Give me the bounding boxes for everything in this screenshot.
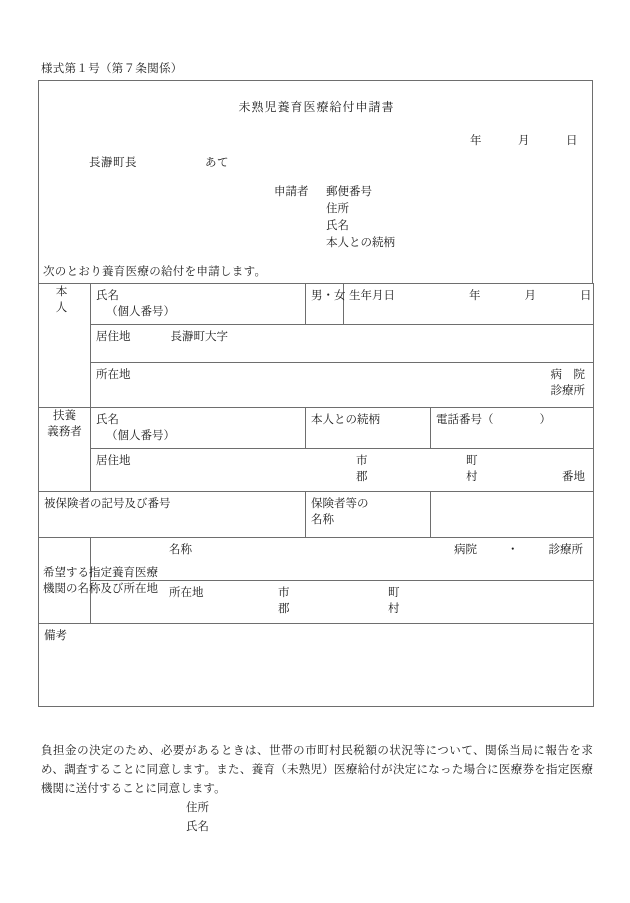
applicant-address-row xyxy=(274,201,395,218)
subject-facility-hospital: 病 院 xyxy=(550,369,585,381)
supporter-city: 市 xyxy=(356,455,368,467)
cell-supporter-residence xyxy=(91,449,594,492)
table-row xyxy=(39,624,594,707)
subject-facility-clinic: 診療所 xyxy=(550,385,585,397)
supporter-village: 村 xyxy=(466,471,478,483)
table-row xyxy=(39,581,594,624)
supporter-phone-label: 電話番号（ ） xyxy=(436,414,551,426)
application-table xyxy=(38,283,594,707)
document-title: 未熟児養育医療給付申請書 xyxy=(238,100,395,114)
supporter-relationship-label: 本人との続柄 xyxy=(311,414,380,426)
cell-institution-row-label xyxy=(39,538,158,624)
date-month-label: 月 xyxy=(518,135,530,147)
cell-institution-name xyxy=(91,538,594,581)
addressee-suffix: あて xyxy=(205,157,229,169)
subject-mynumber-label: （個人番号） xyxy=(106,306,175,318)
cell-remarks xyxy=(39,624,594,707)
applicant-relationship-row xyxy=(274,235,395,252)
institution-row-label-line1: 希望する指定養育医療 xyxy=(43,566,158,579)
subject-row-label: 本 人 xyxy=(55,286,91,314)
insurer-name-label-line2: 名称 xyxy=(311,514,334,526)
signature-address-label: 住所 xyxy=(186,802,209,814)
table-row xyxy=(39,408,594,449)
applicant-block xyxy=(274,184,395,252)
subject-birth-month: 月 xyxy=(524,290,536,302)
cell-subject-name xyxy=(91,284,306,325)
form-number: 様式第１号（第７条関係） xyxy=(41,63,183,75)
institution-location-label: 所在地 xyxy=(169,587,204,599)
supporter-row-label-line1: 扶養 xyxy=(53,410,76,422)
table-row xyxy=(39,449,594,492)
consent-paragraph: 負担金の決定のため、必要があるときは、世帯の市町村民税額の状況等について、関係当局に報告を求め、調査することに同意します。また、養育（未熟児）医療給付が決定になった場合に医療券を指定医療機関に送付することに同意します。 xyxy=(41,745,593,795)
applicant-postal-row xyxy=(274,184,395,201)
cell-institution-location xyxy=(91,581,594,624)
intro-sentence: 次のとおり養育医療の給付を申請します。 xyxy=(43,266,267,278)
supporter-name-label: 氏名 xyxy=(96,414,119,426)
cell-insurer-name-label xyxy=(306,492,431,538)
supporter-mynumber-label: （個人番号） xyxy=(106,430,175,442)
institution-type-options xyxy=(454,542,583,558)
table-row xyxy=(39,325,594,363)
insured-number-label: 被保険者の記号及び番号 xyxy=(44,498,171,510)
supporter-row-label-line2: 義務者 xyxy=(47,426,82,438)
supporter-city-county xyxy=(356,453,368,485)
institution-town-village xyxy=(388,585,400,617)
supporter-town: 町 xyxy=(466,455,478,467)
cell-supporter-phone xyxy=(431,408,594,449)
applicant-postal-label: 郵便番号 xyxy=(326,186,372,198)
institution-separator: ・ xyxy=(507,544,519,556)
table-row xyxy=(39,538,594,581)
supporter-banchi: 番地 xyxy=(562,471,585,483)
subject-location-label: 所在地 xyxy=(96,369,131,381)
insurer-name-label-line1: 保険者等の xyxy=(311,498,369,510)
applicant-label: 申請者 xyxy=(274,186,309,198)
institution-name-label: 名称 xyxy=(169,544,192,556)
institution-hospital: 病院 xyxy=(454,544,477,556)
subject-birth-day: 日 xyxy=(580,290,592,302)
cell-supporter-relationship xyxy=(306,408,431,449)
signature-name-label: 氏名 xyxy=(186,821,209,833)
cell-insured-number xyxy=(39,492,306,538)
addressee-name: 長瀞町長 xyxy=(89,157,137,169)
subject-facility-options xyxy=(551,367,586,399)
cell-supporter-name xyxy=(91,408,306,449)
institution-village: 村 xyxy=(388,603,400,615)
subject-sex-label: 男・女 xyxy=(311,290,346,302)
addressee-line xyxy=(89,154,229,170)
cell-subject-birth xyxy=(344,284,594,325)
applicant-name-row xyxy=(274,218,395,235)
institution-row-label-line2: 機関の名称及び所在地 xyxy=(43,582,158,595)
applicant-relationship-label: 本人との続柄 xyxy=(326,237,395,249)
subject-birth-year: 年 xyxy=(469,290,481,302)
subject-name-label: 氏名 xyxy=(96,290,119,302)
subject-residence-label: 居住地 xyxy=(96,331,131,343)
signature-block xyxy=(186,799,209,837)
table-row xyxy=(39,492,594,538)
date-day-label: 日 xyxy=(566,135,578,147)
cell-subject-residence xyxy=(91,325,594,363)
cell-subject-location xyxy=(91,363,594,408)
subject-birth-label: 生年月日 xyxy=(349,290,395,302)
applicant-address-label: 住所 xyxy=(326,203,349,215)
header-box xyxy=(38,80,593,266)
subject-residence-value: 長瀞町大字 xyxy=(170,331,228,343)
supporter-county: 郡 xyxy=(356,471,368,483)
applicant-name-label: 氏名 xyxy=(326,220,349,232)
cell-subject-sex xyxy=(306,284,344,325)
cell-insurer-name-value xyxy=(431,492,594,538)
date-line xyxy=(470,132,578,148)
remarks-label: 備考 xyxy=(44,630,67,642)
intro-row xyxy=(38,260,593,283)
table-row xyxy=(39,363,594,408)
institution-clinic: 診療所 xyxy=(548,544,583,556)
institution-town: 町 xyxy=(388,587,400,599)
institution-city-county xyxy=(278,585,290,617)
institution-county: 郡 xyxy=(278,603,290,615)
table-row xyxy=(39,284,594,325)
supporter-residence-label: 居住地 xyxy=(96,455,131,467)
cell-supporter-row-label xyxy=(39,408,91,492)
supporter-town-village xyxy=(466,453,478,485)
cell-subject-row-label xyxy=(39,284,91,408)
date-year-label: 年 xyxy=(470,135,482,147)
institution-city: 市 xyxy=(278,587,290,599)
